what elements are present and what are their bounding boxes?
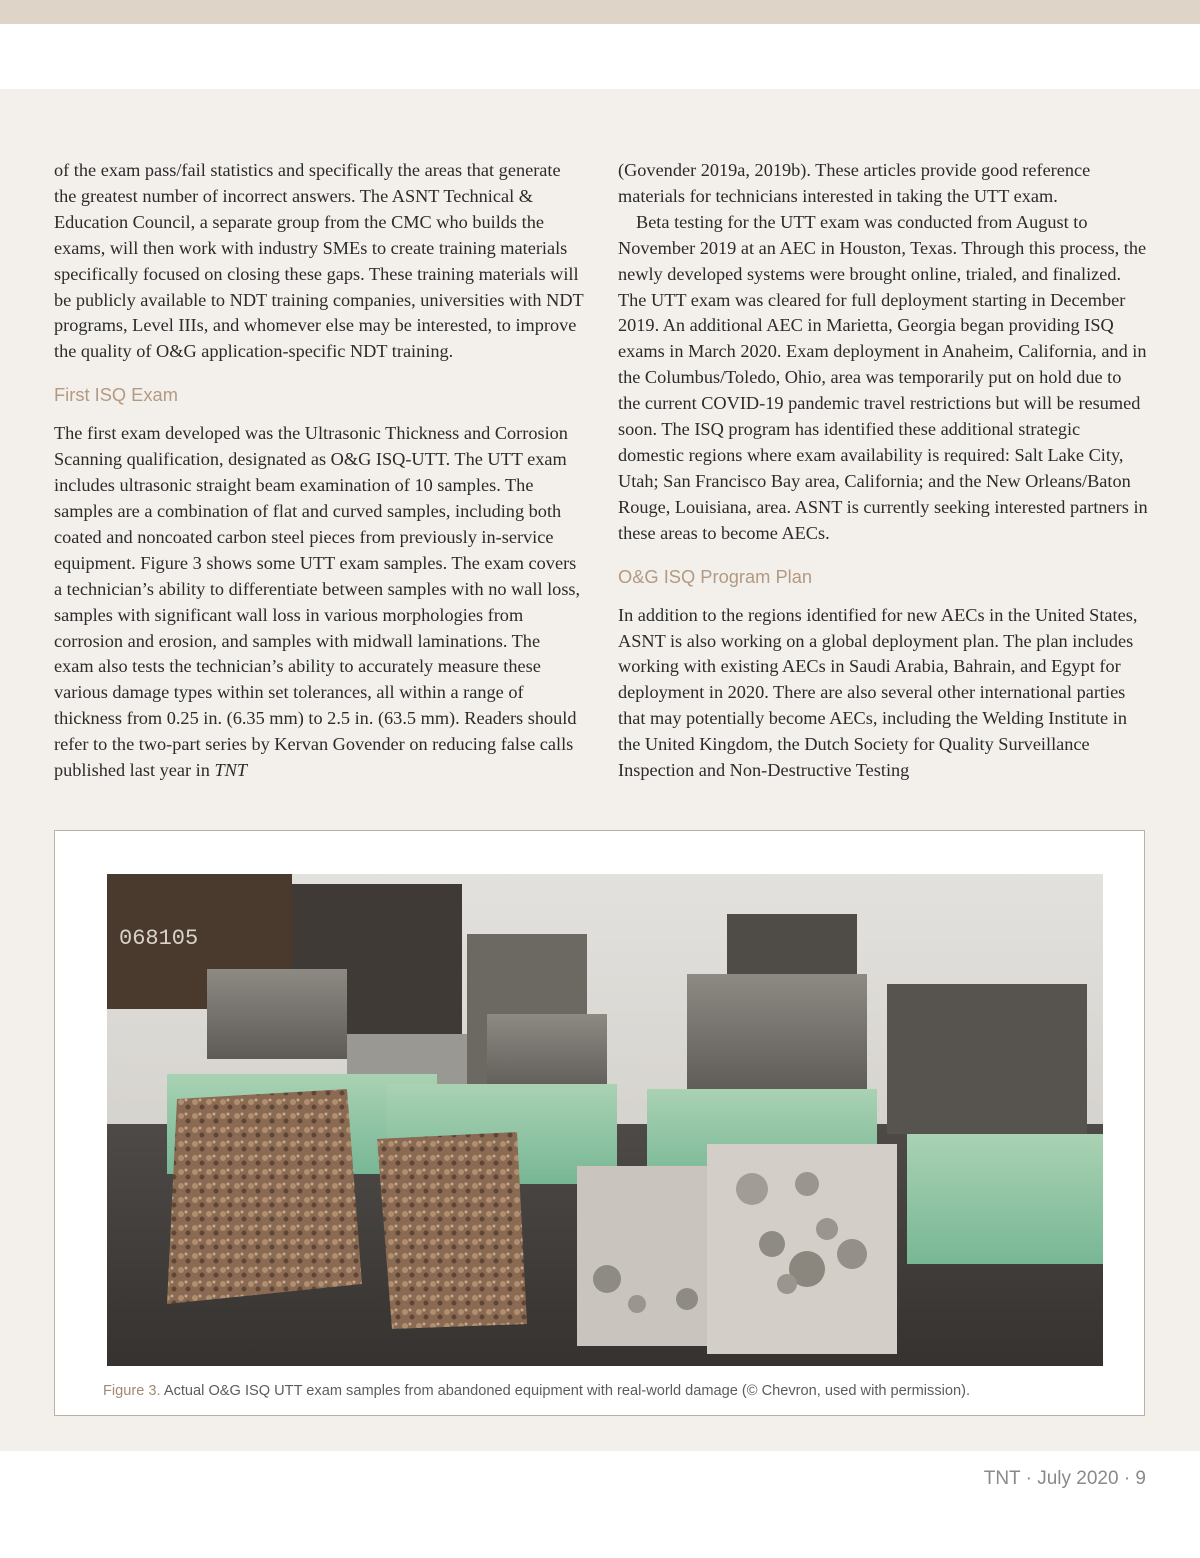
left-paragraph-1: of the exam pass/fail statistics and specifically the areas that generate the greatest number of incorrect answers. The ASNT Technical & Education Council, a separate group from the CMC who builds the exams, will then work with industry SMEs to create training materials specifically focused on closing these gaps. These training materials will be publicly available to NDT training companies, universities with NDT programs, Level IIIs, and whomever else may be interested, to improve the quality of O&G application-specific NDT training. [54, 160, 584, 362]
exam-samples-photo [107, 874, 1103, 1366]
tnt-italic: TNT [214, 760, 247, 781]
section-heading-first-isq-exam: First ISQ Exam [54, 384, 178, 406]
figure-caption-text: Actual O&G ISQ UTT exam samples from abandoned equipment with real-world damage (© Chevron, used with permission). [163, 1383, 971, 1399]
page-footer: TNT · July 2020 · 9 [983, 1468, 1146, 1489]
left-paragraph-2-text: The first exam developed was the Ultrasonic Thickness and Corrosion Scanning qualification, designated as O&G ISQ-UTT. The UTT exam includes ultrasonic straight beam examination of 10 samples. The samples are a combination of flat and curved samples, including both coated and noncoated carbon steel pieces from previously in-service equipment. Figure 3 shows some UTT exam samples. The exam covers a technician’s ability to differentiate between samples with no wall loss, samples with significant wall loss in various morphologies from corrosion and erosion, and samples with midwall laminations. The exam also tests the technician’s ability to accurately measure these various damage types within set tolerances, all within a range of thickness from 0.25 in. (6.35 mm) to 2.5 in. (63.5 mm). Readers should refer to the two-part series by Kervan Govender on reducing false calls published last year in [54, 423, 581, 781]
right-column [618, 158, 1148, 784]
figure-3 [54, 830, 1145, 1416]
figure-caption [103, 1381, 1123, 1401]
section-heading-program-plan: O&G ISQ Program Plan [618, 565, 813, 587]
left-paragraph-2 [54, 421, 584, 784]
right-paragraph-2: Beta testing for the UTT exam was conducted from August to November 2019 at an AEC in Houston, Texas. Through this process, the newly developed systems were brought online, trialed, and finalized. The UTT exam was cleared for full deployment starting in December 2019. An additional AEC in Marietta, Georgia began providing ISQ exams in March 2020. Exam deployment in Anaheim, California, and in the Columbus/Toledo, Ohio, area was temporarily put on hold due to the current COVID-19 pandemic travel restrictions but will be resumed soon. The ISQ program has identified these additional strategic domestic regions where exam availability is required: Salt Lake City, Utah; San Francisco Bay area, California; and the New Orleans/Baton Rouge, Louisiana, area. ASNT is currently seeking interested partners in these areas to become AECs. [618, 211, 1148, 543]
figure-photo [107, 874, 1103, 1366]
figure-label: Figure 3. [103, 1383, 161, 1399]
left-column [54, 158, 584, 784]
right-paragraph-1: (Govender 2019a, 2019b). These articles provide good reference materials for technicians interested in taking the UTT exam. [618, 160, 1091, 206]
top-band [0, 0, 1200, 24]
right-paragraph-3: In addition to the regions identified for new AECs in the United States, ASNT is also working on a global deployment plan. The plan includes working with existing AECs in Saudi Arabia, Bahrain, and Egypt for deployment in 2020. There are also several other international parties that may potentially become AECs, including the Welding Institute in the United Kingdom, the Dutch Society for Quality Surveillance Inspection and Non-Destructive Testing [618, 604, 1138, 781]
photo-marking: 068105 [119, 926, 199, 951]
